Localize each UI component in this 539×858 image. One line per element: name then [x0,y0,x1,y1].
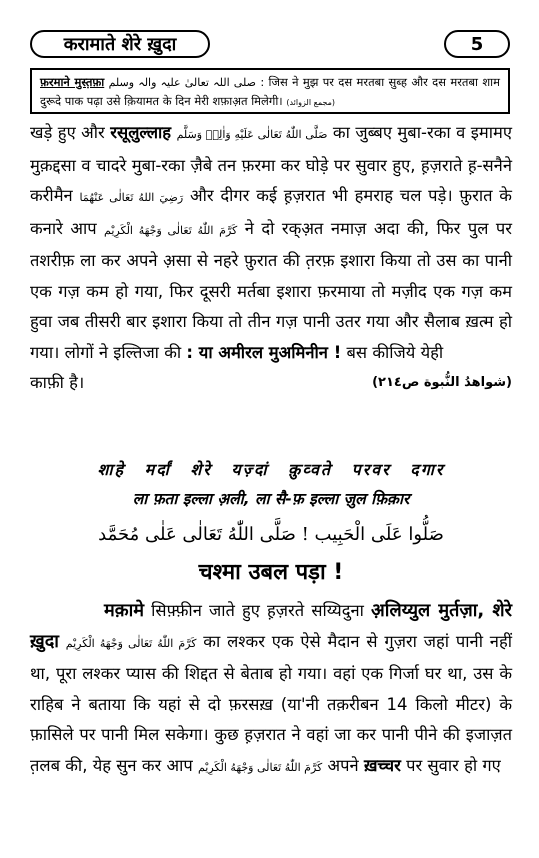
hadith-label: फ़रमाने मुस्त़फ़ा [40,75,105,89]
poem [30,456,512,514]
salawat-line: صَلُّوا عَلَى الْحَبِيب ! صَلَّى اللّٰهُ تَعَالٰى عَلٰى مُحَمَّد [98,524,444,545]
p1-arabic-3: كَرَّمَ اللّٰهُ تَعَالٰى وَجْهَهُ الْكَرِيْم [104,223,238,237]
p1-text-4: ने दो रक्अ़त नमाज़ अदा की, फिर पुल पर तशरीफ़ ला कर अपने अ़सा से नहरे फ़ुरात की त़रफ़ इशारा किया तो उस का पानी एक गज़ कम हो गया, फिर दूसरी मर्तबा इशारा फ़रमाया तो मज़ीद एक गज़ कम हुवा जब तीसरी बार इशारा किया तो तीन गज़ पानी उतर गया और सैलाब ख़त्म हो गया। लोगों ने इल्तिजा की [30,218,512,362]
p2-bold-1: मक़ामे [104,600,145,621]
poem-line-1: शाहे मर्दां शेरे यज़्दां क़ुव्वते परवर दगार [97,460,445,479]
p1-text-1: खड़े हुए और [30,123,111,142]
p1-text-5: बस कीजिये येही [341,342,444,362]
p2-text-1: सिफ़्फ़ीन जाते हुए ह़ज़रते सय्यिदुना [144,601,372,620]
p1-text-3: और दीगर कई ह़ज़रात भी हमराह चल पड़े। फ़ुरात के कनारे आप [30,186,512,238]
hadith-salutation: صلی اللہ تعالیٰ علیہ والہ وسلم [108,76,256,89]
p2-bold-3: ख़च्चर [363,755,401,775]
paragraph-1 [30,118,512,399]
p2-text-2: का लश्कर एक ऐसे मैदान से गुज़रा जहां पानी नहीं था, पूरा लश्कर प्यास की शिद्दत से बेताब हो गया। वहां एक गिर्जा घर था, उस के राहिब ने बताया कि यहां से दो फ़रसख़ (या'नी तक़रीबन 14 किलो मीटर) के फ़ासिले पर पानी मिल सकेगा। कुछ ह़ज़रात ने वहां जा कर पानी पीने की इजाज़त त़लब की, येह सुन कर आप [30,631,512,775]
p1-bold-2: : या अमीरल मुअमिनीन ! [186,342,342,362]
paragraph-2 [30,596,512,783]
p2-bold-2: अ़लिय्युल मुर्तज़ा, शेरे ख़ुदा [30,600,512,652]
section-heading: चश्मा उबल पड़ा ! [198,560,344,585]
hadith-reference: (مجمع الزوائد) [286,98,336,107]
hadith-box [30,68,510,114]
p1-bold-1: रसूलुल्लाह [110,123,172,142]
p2-arabic-2: كَرَّمَ اللّٰهُ تَعَالٰى وَجْهَهُ الْكَرِيْم [197,760,323,774]
p1-last-line [30,368,512,399]
p1-source: (شواهدُ النُّبوة ص٢١٤) [372,375,512,390]
page-header [30,30,510,60]
p1-arabic-2: رَضِيَ اللهُ تَعَالٰى عَنْهُمَا [79,191,184,204]
book-title: करामाते शेरे ख़ुदा [30,30,210,58]
p1-text-2: का जुब्बए मुबा-रका व इमामए मुक़द्दसा व चादरे मुबा-रका ज़ैबे तन फ़रमा कर घोड़े पर सुवार हुए, ह़ज़राते ह़-सनैने करीमैन [30,123,513,205]
page-number: 5 [444,30,510,58]
hadith-text: : जिस ने मुझ पर दस मरतबा सुब्ह और दस मरतबा शाम दुरूदे पाक पढ़ा उसे क़ियामत के दिन मेरी शफ़ाअ़त मिलेगी। [40,75,501,108]
p1-arabic-1: صَلَّى اللّٰهُ تَعَالٰى عَلَيْهِ وَاٰلِهٖ وَسَلَّم [176,128,328,141]
p1-text-6: काफ़ी है। [30,373,85,392]
p2-arabic-1: كَرَّمَ اللّٰهُ تَعَالٰى وَجْهَهُ الْكَرِيْم [65,636,197,650]
p2-text-4: पर सुवार हो गए [400,755,501,775]
p2-text-3: अपने [327,755,364,775]
poem-line-2: ला फ़ता इल्ला अ़ली, ला सै-फ़ इल्ला ज़ुल फ़िक़ार [132,490,410,508]
